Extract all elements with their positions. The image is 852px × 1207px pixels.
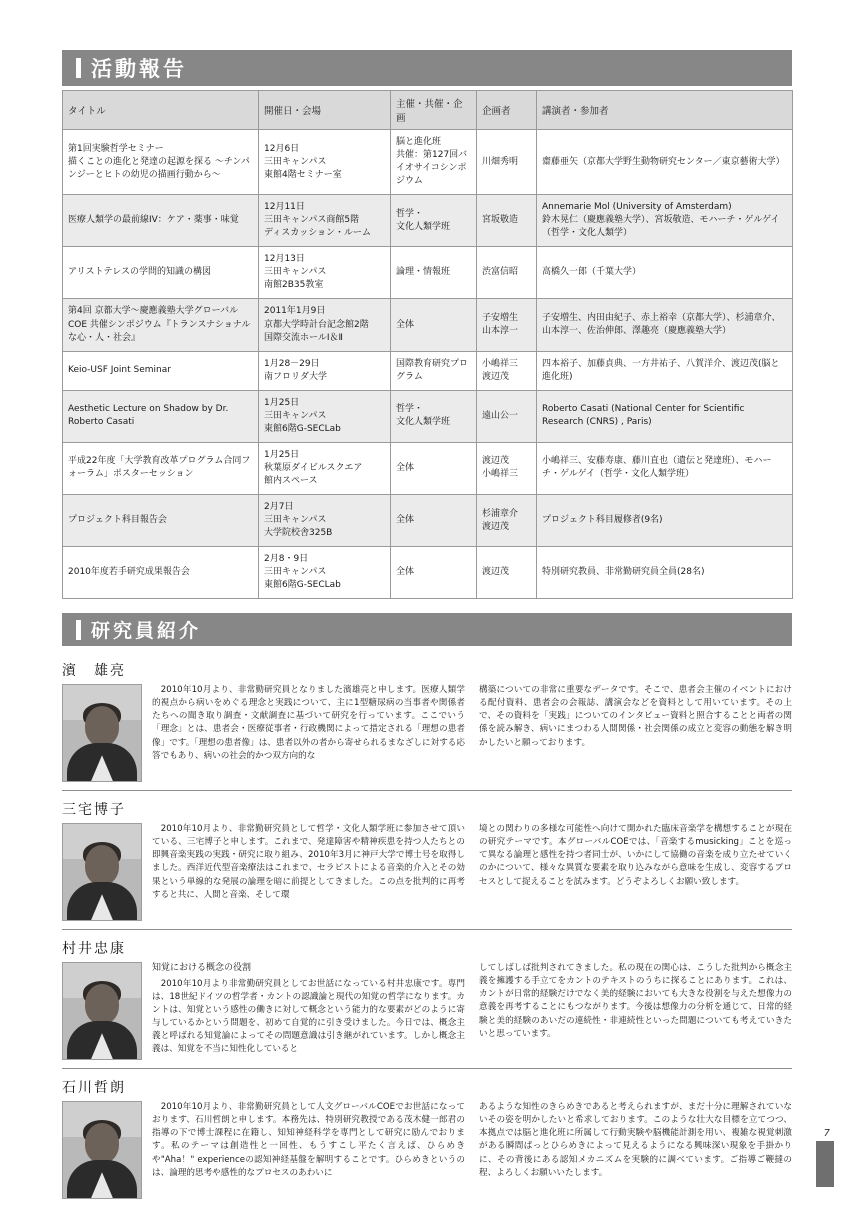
page-content: [62, 50, 792, 1207]
cell-speakers: 齋藤亜矢（京都大学野生動物研究センター／東京藝術大学）: [537, 130, 793, 195]
researcher-photo: [62, 962, 142, 1060]
cell-title: Keio-USF Joint Seminar: [63, 351, 259, 390]
researcher-text-left: [152, 684, 465, 782]
section-tick-icon: [76, 620, 81, 640]
activity-report-table: [62, 90, 793, 599]
cell-speakers: 高橋久一郎（千葉大学）: [537, 247, 793, 299]
column-header-title: タイトル: [63, 91, 259, 130]
cell-planner: 川畑秀明: [477, 130, 537, 195]
table-row: [63, 494, 793, 546]
cell-planner: 渡辺茂: [477, 547, 537, 599]
column-header-host: 主催・共催・企画: [391, 91, 477, 130]
researcher-name: 濱 雄亮: [62, 663, 126, 680]
table-row: [63, 130, 793, 195]
cell-speakers: Roberto Casati (National Center for Scientific Research (CNRS) , Paris): [537, 390, 793, 442]
researcher-paragraph: 2010年10月より、非常勤研究員となりました濱雄亮と申します。医療人類学的視点から病いをめぐる理念と実践について、主に1型糖尿病の当事者や関係者たちへの聞き取り調査・文献調査に基づいて研究を行っています。ここでいう「理念」とは、患者会・医療従事者・行政機関によって措定される「理想の患者像」です。「理想の患者像」は、患者以外の者から寄せられるまなざしに対する応答でもあり、病いの社会的かつ双方向的な: [152, 685, 465, 761]
cell-speakers: 特別研究教員、非常勤研究員全員(28名): [537, 547, 793, 599]
researcher-text-right: [479, 823, 792, 921]
researcher-body: [62, 684, 792, 782]
researcher-text-columns: [152, 823, 792, 921]
cell-host: 哲学・ 文化人類学班: [391, 390, 477, 442]
researcher-name: 三宅博子: [62, 802, 126, 819]
researcher-name: 石川哲朗: [62, 1080, 126, 1097]
researcher-text-right: [479, 1101, 792, 1199]
cell-host: 国際教育研究プログラム: [391, 351, 477, 390]
table-header-row: [63, 91, 793, 130]
researcher-body: [62, 823, 792, 921]
cell-title: 医療人類学の最前線ⅠⅤ：ケア・薬事・味覚: [63, 195, 259, 247]
researcher-paragraph: 2010年10月より非常勤研究員としてお世話になっている村井忠康です。専門は、18世紀ドイツの哲学者・カントの認識論と現代の知覚の哲学になります。カントは、知覚という感性の働きに対して概念という能力的な要素がどのように寄与しているかという問題を、初めて自覚的に引き受けました。今日では、概念主義と呼ばれる知覚論によってその問題意識は引き継がれています。しかし概念主義は、知覚を不当に知性化していると: [152, 978, 465, 1055]
cell-planner: 遠山公一: [477, 390, 537, 442]
column-header-speakers: 講演者・参加者: [537, 91, 793, 130]
cell-speakers: 小嶋祥三、安藤寿康、藤川直也（遺伝と発達班）、モハーチ・ゲルゲイ（哲学・文化人類学班）: [537, 442, 793, 494]
cell-title: 第4回 京都大学～慶應義塾大学グローバルCOE 共催シンポジウム『トランスナショナルな心・人・社会』: [63, 299, 259, 351]
researcher-entry: [62, 791, 792, 930]
researcher-list: [62, 652, 792, 1207]
researcher-photo: [62, 823, 142, 921]
researcher-entry: [62, 930, 792, 1069]
researcher-photo: [62, 1101, 142, 1199]
cell-planner: 渡辺茂 小嶋祥三: [477, 442, 537, 494]
cell-date: 12月11日 三田キャンパス商館5階 ディスカッション・ルーム: [259, 195, 391, 247]
researcher-text-left: [152, 1101, 465, 1199]
cell-title: プロジェクト科目報告会: [63, 494, 259, 546]
researcher-paragraph: 2010年10月より、非常勤研究員として哲学・文化人類学班に参加させて頂いている、三宅博子と申します。これまで、発達障害や精神疾患を持つ人たちとの即興音楽実践の実践・研究に取り組み、2010年3月に神戸大学で博士号を取得しました。西洋近代型音楽療法はこれまで、セラピストによる音楽的介入とその効果という単線的な発展の論理を暗に前提としてきました。この点を批判的に再考すると共に、人間と音楽、そして環: [152, 824, 465, 900]
cell-host: 哲学・ 文化人類学班: [391, 195, 477, 247]
cell-title: Aesthetic Lecture on Shadow by Dr. Roberto Casati: [63, 390, 259, 442]
cell-title: 平成22年度「大学教育改革プログラム合同フォーラム」ポスターセッション: [63, 442, 259, 494]
researcher-paragraph: してしばしば批判されてきました。私の現在の関心は、こうした批判から概念主義を擁護する手立てをカントのテキストのうちに探ることにあります。これは、カントが日常的経験だけでなく美的経験においても大きな役割を与えた想像力の意義を再考することにもつながります。今後は想像力の分析を通じて、日常的経験と美的経験のあいだの連続性・非連続性といった問題についても考えていきたいと思っています。: [479, 963, 792, 1039]
cell-date: 2月7日 三田キャンパス 大学院校舎325B: [259, 494, 391, 546]
table-row: [63, 247, 793, 299]
researcher-text-left: [152, 962, 465, 1060]
cell-speakers: Annemarie Mol (University of Amsterdam) 鈴木晃仁（慶應義塾大学）、宮坂敬造、モハーチ・ゲルゲイ（哲学・文化人類学）: [537, 195, 793, 247]
researcher-text-columns: [152, 962, 792, 1060]
cell-host: 論理・情報班: [391, 247, 477, 299]
researcher-text-columns: [152, 1101, 792, 1199]
researcher-text-columns: [152, 684, 792, 782]
table-row: [63, 299, 793, 351]
researcher-paragraph: 境との関わりの多様な可能性へ向けて開かれた臨床音楽学を構想することが現在の研究テーマです。本グローバルCOEでは、「音楽するmusicking」ことを巡って異なる論理と感性を持つ者同士が、いかにして協働の音楽を成り立たせていくのかについて、様々な異質な要素を取り込みながら意味を生成し、変容するプロセスとして捉えることを試みます。どうぞよろしくお願い致します。: [479, 824, 792, 887]
cell-date: 1月25日 三田キャンパス 東館6階G-SECLab: [259, 390, 391, 442]
cell-date: 12月13日 三田キャンパス 南館2B35教室: [259, 247, 391, 299]
researcher-text-right: [479, 962, 792, 1060]
cell-host: 全体: [391, 299, 477, 351]
table-row: [63, 442, 793, 494]
cell-speakers: 四本裕子、加藤貞典、一方井祐子、八賀洋介、渡辺茂(脳と進化班): [537, 351, 793, 390]
table-row: [63, 547, 793, 599]
cell-title: 2010年度若手研究成果報告会: [63, 547, 259, 599]
researcher-paragraph: あるような知性のきらめきであると考えられますが、まだ十分に理解されていないその姿を明かしたいと希求しております。このような壮大な目標を立てつつ、本拠点では脳と進化班に所属して行動実験や脳機能計測を用い、複雑な視覚刺激がある瞬間ぱっとひらめきによって見えるようになる興味深い現象を手掛かりに、その背後にある認知メカニズムを実験的に調べています。ご指導ご鞭撻の程、よろしくお願いいたします。: [479, 1102, 792, 1178]
researcher-paragraph: 構築についての非常に重要なデータです。そこで、患者会主催のイベントにおける配付資料、患者会の会報誌、講演会などを資料として用いています。その上で、その資料を「実践」についてのインタビュー資料と照合することと両者の関係を読み解き、病いにまつわる人間関係・社会関係の成立と変容の動態を解き明かしたいと願っております。: [479, 685, 792, 748]
cell-date: 2月8・9日 三田キャンパス 東館6階G-SECLab: [259, 547, 391, 599]
cell-title: アリストテレスの学問的知識の構図: [63, 247, 259, 299]
cell-planner: 小嶋祥三 渡辺茂: [477, 351, 537, 390]
table-row: [63, 195, 793, 247]
researcher-body: [62, 1101, 792, 1199]
researcher-subtitle: 知覚における概念の役割: [152, 963, 252, 974]
page-number-block: [816, 1141, 834, 1187]
researcher-photo: [62, 684, 142, 782]
cell-date: 2011年1月9日 京都大学時計台記念館2階 国際交流ホールⅠ＆Ⅱ: [259, 299, 391, 351]
section-title-activity: 活動報告: [91, 57, 187, 81]
researcher-paragraph: 2010年10月より、非常勤研究員として人文グローバルCOEでお世話になっております、石川哲朗と申します。本務先は、特別研究教授である茂木健一郎君の指導の下で博士課程に在籍し、知知神経科学を専門として研究に励んでおります。私のテーマは創造性と一回性、もうすこし平たく言えば、ひらめきや"Aha！" experienceの認知神経基盤を解明することです。ひらめきというのは、論理的思考や感性的なプロセスのあわいに: [152, 1102, 465, 1178]
cell-host: 全体: [391, 547, 477, 599]
cell-title: 第1回実験哲学セミナー 描くことの進化と発達の起源を探る ～チンパンジーとヒトの幼児の描画行動から～: [63, 130, 259, 195]
table-row: [63, 390, 793, 442]
cell-host: 全体: [391, 494, 477, 546]
researcher-text-left: [152, 823, 465, 921]
section-tick-icon: [76, 58, 81, 78]
cell-planner: 渋富信昭: [477, 247, 537, 299]
cell-planner: 杉浦章介 渡辺茂: [477, 494, 537, 546]
page-number: 7: [823, 1128, 830, 1139]
researcher-name: 村井忠康: [62, 941, 126, 958]
researcher-body: [62, 962, 792, 1060]
activity-table-body: [63, 130, 793, 599]
section-header-activity: [62, 50, 792, 86]
cell-date: 12月6日 三田キャンパス 東館4階セミナー室: [259, 130, 391, 195]
cell-date: 1月28－29日 南フロリダ大学: [259, 351, 391, 390]
researcher-entry: [62, 652, 792, 791]
cell-planner: 宮坂敬造: [477, 195, 537, 247]
cell-speakers: 子安増生、内田由紀子、赤上裕幸（京都大学）、杉浦章介、山本淳一、佐治伸郎、澤趣亮（慶應義塾大学）: [537, 299, 793, 351]
researcher-entry: [62, 1069, 792, 1207]
cell-speakers: プロジェクト科目履修者(9名): [537, 494, 793, 546]
column-header-planner: 企画者: [477, 91, 537, 130]
section-title-researchers: 研究員紹介: [91, 620, 202, 643]
section-header-researchers: [62, 613, 792, 646]
cell-date: 1月25日 秋葉原ダイビルスクエア 館内スペース: [259, 442, 391, 494]
cell-host: 脳と進化班 共催：第127回バイオサイコシンポジウム: [391, 130, 477, 195]
researcher-text-right: [479, 684, 792, 782]
table-row: [63, 351, 793, 390]
column-header-date: 開催日・会場: [259, 91, 391, 130]
cell-host: 全体: [391, 442, 477, 494]
cell-planner: 子安増生 山本淳一: [477, 299, 537, 351]
